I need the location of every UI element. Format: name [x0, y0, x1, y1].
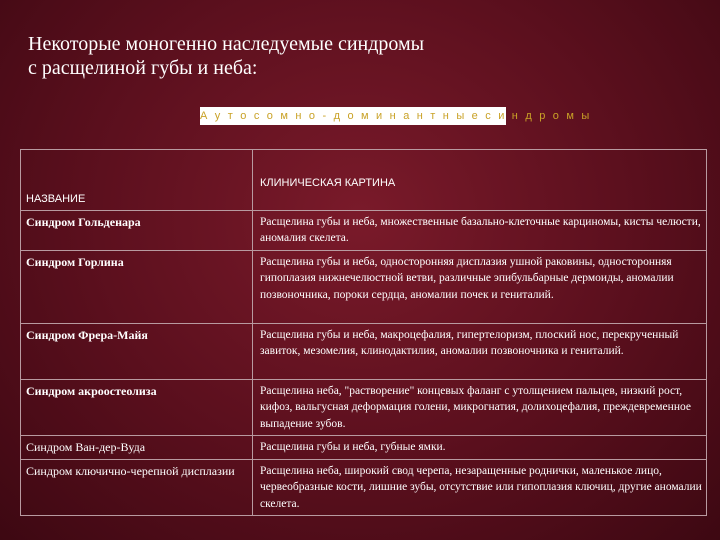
- syndrome-name-cell: [21, 250, 253, 323]
- syndrome-name: Синдром Ван-дер-Вуда: [26, 439, 146, 454]
- slide-title: [28, 32, 628, 80]
- syndrome-name: Синдром Гольденара: [26, 214, 141, 229]
- syndrome-name: Синдром ключично-черепной дисплазии: [26, 463, 235, 478]
- header-name-label: НАЗВАНИЕ: [26, 193, 86, 205]
- syndrome-name-cell: [21, 459, 253, 515]
- section-banner: А у т о с о м н о - д о м и н а н т н ы е с и н д р о м ы: [200, 107, 506, 125]
- syndrome-description-cell: Расщелина губы и неба, губные ямки.: [253, 435, 707, 459]
- header-description-label: КЛИНИЧЕСКАЯ КАРТИНА: [260, 177, 396, 189]
- syndrome-name-cell: [21, 379, 253, 435]
- syndromes-table: [20, 149, 707, 516]
- table-header-row: [21, 150, 707, 211]
- table-row: [21, 250, 707, 323]
- table-row: [21, 379, 707, 435]
- syndrome-description-cell: Расщелина губы и неба, множественные базально-клеточные карциномы, кисты челюсти, аномалия скелета.: [253, 210, 707, 250]
- syndrome-description-cell: Расщелина губы и неба, односторонняя дисплазия ушной раковины, односторонняя гипоплазия нижнечелюстной ветви, различные эпибульбарные дермоиды, аномалии позвоночника, пороки сердца, аномалии почек и гениталий.: [253, 250, 707, 323]
- table-row: [21, 459, 707, 515]
- slide-title-line-1: Некоторые моногенно наследуемые синдромы: [28, 33, 425, 55]
- table-row: [21, 210, 707, 250]
- syndrome-description-cell: Расщелина неба, широкий свод черепа, незаращенные роднички, маленькое лицо, червеобразные кости, лишние зубы, отсутствие или гипоплазия ключиц, другие аномалии скелета.: [253, 459, 707, 515]
- slide-title-line-2: с расщелиной губы и неба:: [28, 57, 258, 79]
- syndrome-description-cell: Расщелина неба, "растворение" концевых фаланг с утолщением пальцев, низкий рост, кифоз, вальгусная деформация голени, микрогнатия, долихоцефалия, преждевременное выпадение зубов.: [253, 379, 707, 435]
- syndrome-name: Синдром акроостеолиза: [26, 383, 157, 398]
- syndrome-name: Синдром Горлина: [26, 254, 124, 269]
- header-cell-name: [21, 150, 253, 211]
- table-row: [21, 323, 707, 379]
- syndrome-name-cell: [21, 323, 253, 379]
- table-row: [21, 435, 707, 459]
- syndrome-name-cell: [21, 435, 253, 459]
- syndrome-name-cell: [21, 210, 253, 250]
- syndrome-name: Синдром Фрера-Майя: [26, 327, 148, 342]
- header-cell-description: [253, 150, 707, 211]
- syndrome-description-cell: Расщелина губы и неба, макроцефалия, гипертелоризм, плоский нос, перекрученный завиток, мезомелия, клинодактилия, аномалии позвоночника и гениталий.: [253, 323, 707, 379]
